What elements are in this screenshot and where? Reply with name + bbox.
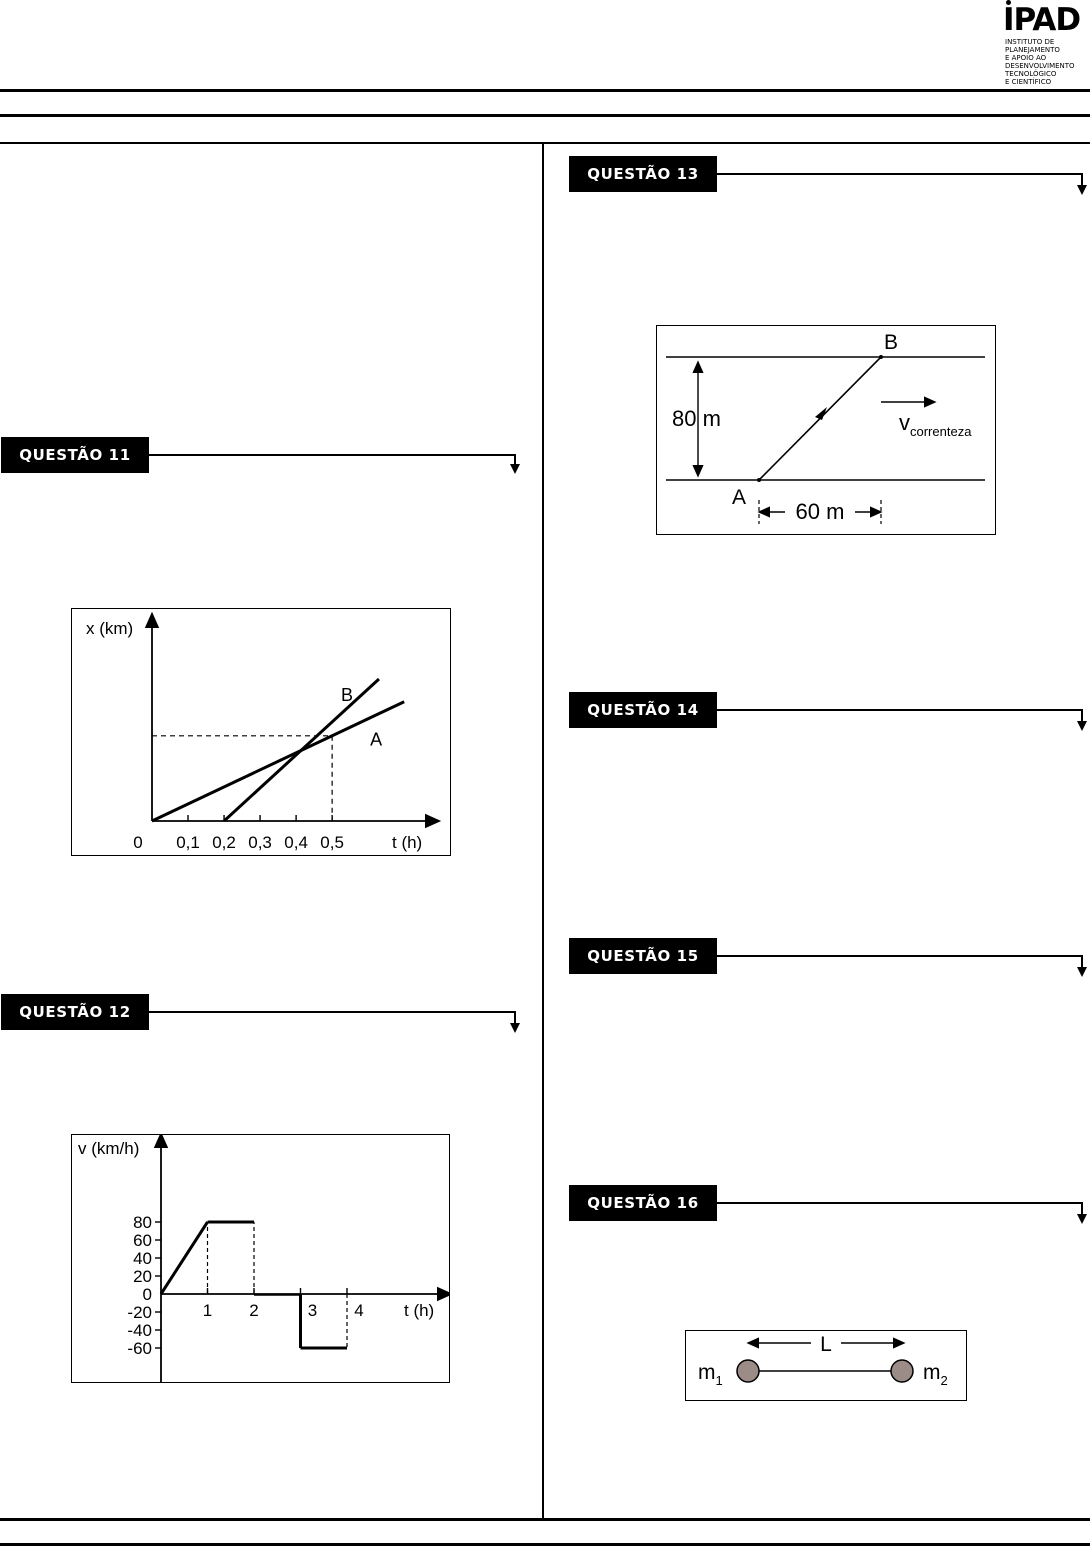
y-tick-label: 20 bbox=[133, 1267, 152, 1286]
question-12-label: QUESTÃO 12 bbox=[1, 994, 149, 1030]
two-masses-diagram bbox=[685, 1330, 967, 1401]
column-divider bbox=[542, 143, 544, 1518]
x-axis-label: t (h) bbox=[392, 833, 423, 852]
header-rule-bottom bbox=[0, 114, 1090, 117]
mass-2-label: $m_2$ bbox=[923, 1361, 948, 1388]
x-tick-label: 0,2 bbox=[212, 833, 236, 852]
logo-line: TECNOLÓGICO bbox=[1005, 70, 1057, 78]
y-tick-label: 80 bbox=[133, 1213, 152, 1232]
y-tick-label: 60 bbox=[133, 1231, 152, 1250]
question-14-rule bbox=[717, 709, 1083, 711]
question-13-drop bbox=[1081, 173, 1083, 185]
question-16-rule bbox=[717, 1202, 1083, 1204]
x-tick-label: 0,1 bbox=[176, 833, 200, 852]
logo-line: PLANEJAMENTO bbox=[1005, 46, 1060, 54]
mass-1-sphere bbox=[737, 1360, 759, 1382]
question-15-arrow-icon bbox=[1077, 967, 1087, 977]
logo-line: E APOIO AO bbox=[1005, 54, 1047, 62]
series-line-b bbox=[224, 679, 379, 821]
y-tick-label: 40 bbox=[133, 1249, 152, 1268]
y-axis-label: v (km/h) bbox=[78, 1139, 140, 1158]
x-tick-label: 1 bbox=[202, 1301, 213, 1320]
x-tick-label: 3 bbox=[307, 1301, 318, 1320]
y-tick-label: -60 bbox=[127, 1339, 152, 1358]
velocity-time-svg bbox=[72, 1135, 449, 1382]
x-axis-label: t (h) bbox=[404, 1301, 435, 1320]
question-12-rule bbox=[149, 1011, 516, 1013]
y-tick-label: 0 bbox=[142, 1285, 152, 1304]
logo-subtitle bbox=[1005, 38, 1075, 86]
question-15-rule bbox=[717, 955, 1083, 957]
y-axis-label: x (km) bbox=[86, 619, 134, 638]
point-b-label: B bbox=[884, 331, 899, 354]
question-11-rule bbox=[149, 454, 516, 456]
question-11-arrow-icon bbox=[510, 464, 520, 474]
position-time-graph bbox=[71, 608, 451, 856]
point-a-label: A bbox=[732, 486, 747, 509]
x-tick-label: 0,5 bbox=[320, 833, 344, 852]
question-16-label: QUESTÃO 16 bbox=[569, 1185, 717, 1221]
content-rule bbox=[0, 142, 1090, 144]
series-label-a: A bbox=[370, 729, 383, 750]
x-tick-label: 2 bbox=[249, 1301, 259, 1320]
logo-line: E CIENTÍFICO bbox=[1005, 78, 1052, 86]
series-line-a bbox=[152, 702, 404, 821]
river-crossing-diagram bbox=[656, 325, 996, 535]
velocity-time-graph bbox=[71, 1134, 450, 1383]
mass-1-label: $m_1$ bbox=[698, 1361, 723, 1388]
point-a-marker bbox=[757, 478, 761, 482]
question-12-arrow-icon bbox=[510, 1023, 520, 1033]
two-masses-svg bbox=[686, 1331, 966, 1400]
logo-line: DESENVOLVIMENTO bbox=[1005, 62, 1075, 70]
ipad-logo bbox=[1003, 0, 1090, 90]
question-14-drop bbox=[1081, 709, 1083, 721]
x-tick-label: 4 bbox=[354, 1301, 364, 1320]
question-11-label: QUESTÃO 11 bbox=[1, 437, 149, 473]
logo-line: INSTITUTO DE bbox=[1005, 38, 1055, 46]
question-11-drop bbox=[514, 454, 516, 464]
river-width-label: 80 m bbox=[672, 406, 721, 431]
y-tick-label: -20 bbox=[127, 1303, 152, 1322]
question-13-arrow-icon bbox=[1077, 185, 1087, 195]
question-16-arrow-icon bbox=[1077, 1214, 1087, 1224]
distance-label: L bbox=[820, 1333, 832, 1356]
question-14-arrow-icon bbox=[1077, 721, 1087, 731]
question-15-drop bbox=[1081, 955, 1083, 967]
point-b-marker bbox=[879, 355, 883, 359]
x-tick-label: 0,3 bbox=[248, 833, 272, 852]
question-16-drop bbox=[1081, 1202, 1083, 1214]
question-15-label: QUESTÃO 15 bbox=[569, 938, 717, 974]
question-13-rule bbox=[717, 173, 1083, 175]
question-14-label: QUESTÃO 14 bbox=[569, 692, 717, 728]
series-label-b: B bbox=[340, 685, 353, 705]
footer-rule-bottom bbox=[0, 1543, 1090, 1546]
y-tick-label: -40 bbox=[127, 1321, 152, 1340]
position-time-svg bbox=[72, 609, 450, 855]
mass-2-sphere bbox=[891, 1360, 913, 1382]
current-velocity-label: $v_{correnteza}$ bbox=[899, 410, 972, 439]
x-tick-label: 0,4 bbox=[284, 833, 308, 852]
question-13-label: QUESTÃO 13 bbox=[569, 156, 717, 192]
x-tick-label: 0 bbox=[133, 833, 143, 852]
question-12-drop bbox=[514, 1011, 516, 1023]
velocity-segment-0 bbox=[161, 1222, 208, 1294]
offset-label: 60 m bbox=[795, 499, 845, 524]
footer-rule-top bbox=[0, 1518, 1090, 1521]
river-crossing-svg bbox=[657, 326, 995, 534]
header-rule-top bbox=[0, 89, 1090, 92]
logo-wordmark: IPAD bbox=[1003, 2, 1081, 38]
